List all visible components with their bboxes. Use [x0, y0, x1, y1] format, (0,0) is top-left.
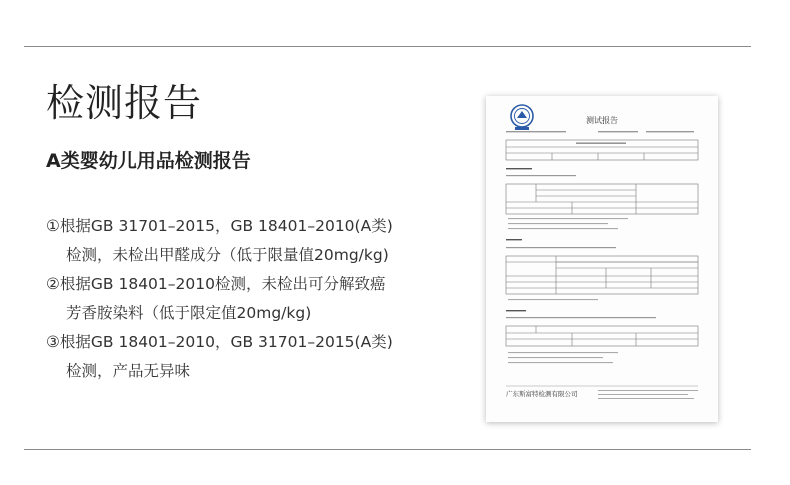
finding-line: 芳香胺染料（低于限定值20mg/kg)	[66, 304, 312, 322]
finding-item	[46, 270, 466, 328]
finding-line: ③根据GB 18401–2010，GB 31701–2015(A类)	[46, 333, 393, 351]
finding-line: ②根据GB 18401–2010检测，未检出可分解致癌	[46, 275, 386, 293]
doc-footer-company: 广东斯富特检测有限公司	[506, 390, 578, 398]
test-report-document	[486, 96, 718, 422]
ph-table	[506, 256, 698, 294]
finding-item	[46, 212, 466, 270]
finding-line: 检测，产品无异味	[66, 362, 191, 380]
findings-list	[46, 212, 466, 386]
bottom-divider	[24, 449, 751, 450]
finding-line: ①根据GB 31701–2015，GB 18401–2010(A类)	[46, 217, 393, 235]
odor-table	[506, 326, 698, 346]
page-title: 检测报告	[46, 81, 203, 125]
lab-logo-icon	[511, 105, 533, 130]
test-report-thumbnail	[486, 96, 718, 422]
page-subtitle: A类婴幼儿用品检测报告	[46, 150, 251, 172]
finding-line: 检测，未检出甲醛成分（低于限量值20mg/kg)	[66, 246, 389, 264]
top-divider	[24, 46, 751, 47]
finding-item	[46, 328, 466, 386]
formaldehyde-table	[506, 184, 698, 214]
doc-heading: 测试报告	[586, 116, 618, 125]
